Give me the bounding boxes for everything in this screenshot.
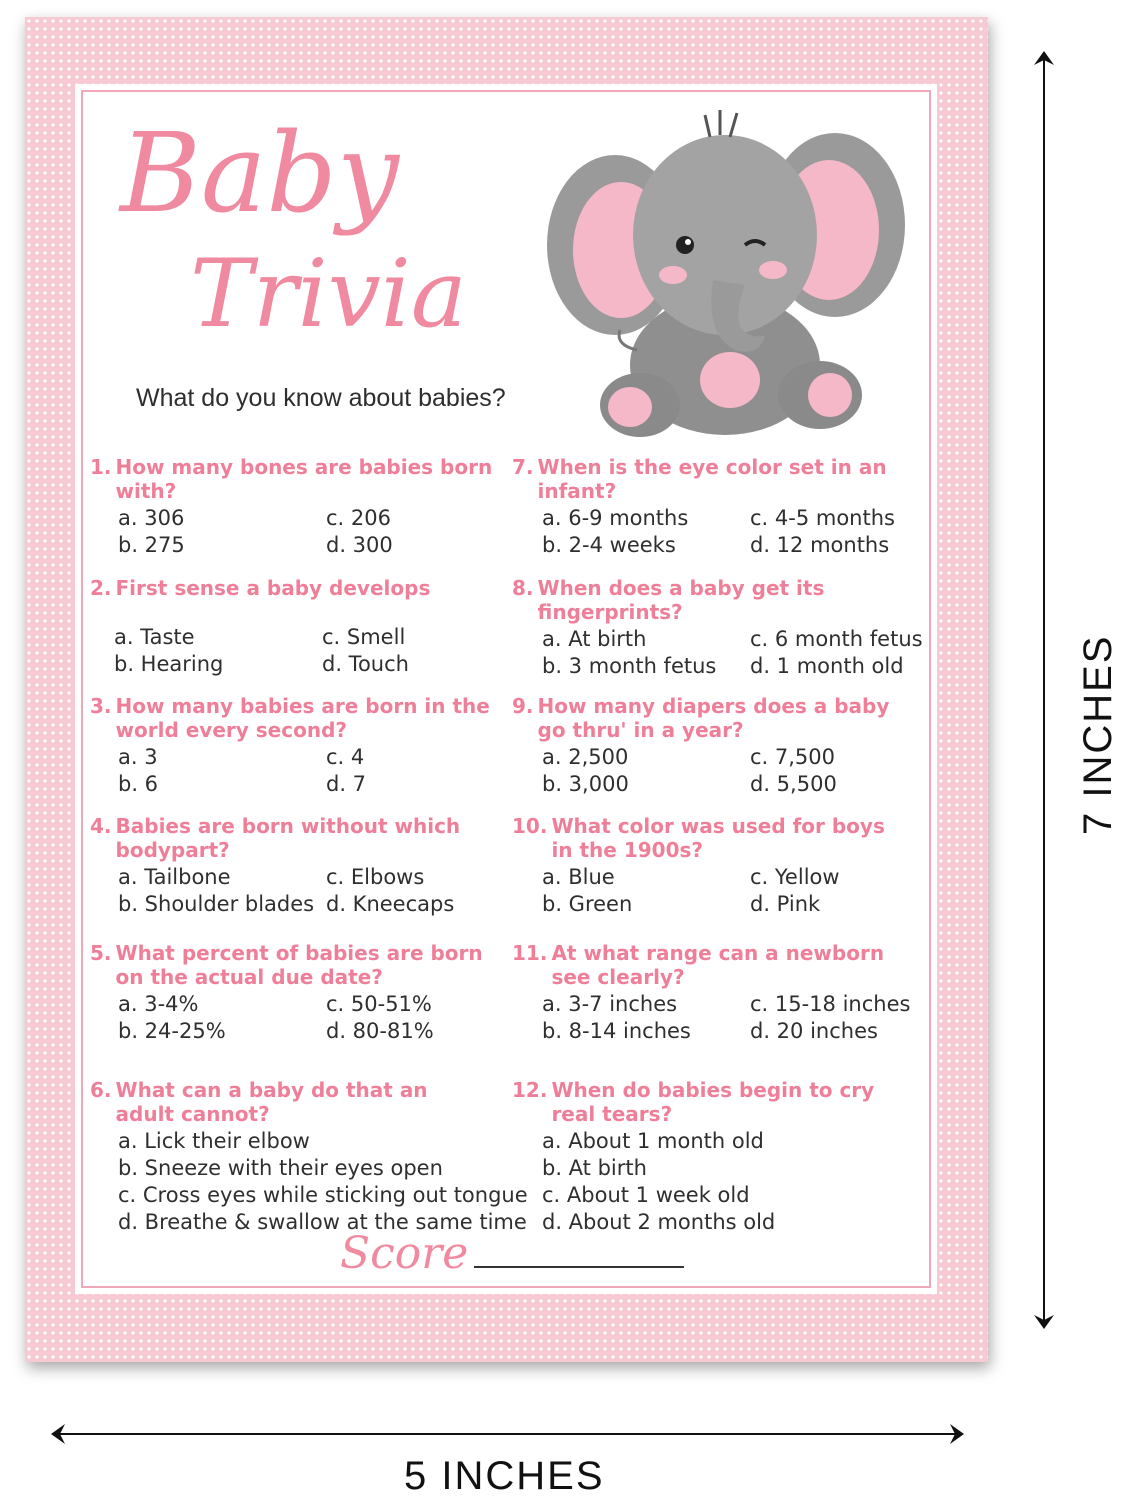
score-line <box>474 1266 684 1268</box>
answer-option: a. 3 <box>118 745 158 769</box>
question-number: 3. <box>90 694 112 718</box>
answer-option: c. Elbows <box>326 865 425 889</box>
answer-option: a. About 1 month old <box>542 1129 764 1153</box>
question-number: 7. <box>512 455 534 479</box>
arrow-left-icon <box>51 1424 65 1444</box>
answer-option: c. 15-18 inches <box>750 992 911 1016</box>
answer-option: d. 80-81% <box>326 1019 434 1043</box>
question-4 <box>90 814 500 918</box>
elephant-illustration <box>545 95 905 450</box>
answer-option: a. Tailbone <box>118 865 231 889</box>
answer-option: c. 4-5 months <box>750 506 895 530</box>
question-8 <box>512 576 922 680</box>
question-number: 6. <box>90 1078 112 1102</box>
answer-option: a. Taste <box>114 625 195 649</box>
width-label: 5 INCHES <box>404 1454 605 1498</box>
answer-option: a. 2,500 <box>542 745 629 769</box>
question-text: How many diapers does a baby go thru' in a year? <box>537 694 890 742</box>
answer-option: c. 6 month fetus <box>750 627 923 651</box>
answer-option: c. Smell <box>322 625 406 649</box>
answer-option: d. Pink <box>750 892 821 916</box>
answer-option: a. Blue <box>542 865 615 889</box>
answer-option: b. 6 <box>118 772 159 796</box>
question-text: What color was used for boys in the 1900s? <box>551 814 885 862</box>
answer-option: b. 2-4 weeks <box>542 533 676 557</box>
answer-option: d. Touch <box>322 652 409 676</box>
question-text: Babies are born without which bodypart? <box>115 814 461 862</box>
answer-option: d. 20 inches <box>750 1019 878 1043</box>
question-11 <box>512 941 922 1045</box>
question-12 <box>512 1078 922 1236</box>
question-text: How many babies are born in the world every second? <box>115 694 490 742</box>
answer-option: c. Cross eyes while sticking out tongue <box>118 1183 528 1207</box>
answer-option: b. At birth <box>542 1156 647 1180</box>
answer-option: d. 7 <box>326 772 367 796</box>
answer-option: b. 275 <box>118 533 185 557</box>
answer-option: a. At birth <box>542 627 647 651</box>
question-text: When does a baby get its fingerprints? <box>537 576 825 624</box>
question-2 <box>90 576 500 678</box>
answer-option: b. Shoulder blades <box>118 892 315 916</box>
question-number: 9. <box>512 694 534 718</box>
question-3 <box>90 694 500 798</box>
question-6 <box>90 1078 530 1236</box>
answer-option: c. 50-51% <box>326 992 432 1016</box>
answer-option: a. 306 <box>118 506 185 530</box>
height-arrow <box>1043 55 1045 1325</box>
question-text: When do babies begin to cry real tears? <box>551 1078 875 1126</box>
question-text: What percent of babies are born on the actual due date? <box>115 941 483 989</box>
question-number: 2. <box>90 576 112 600</box>
question-1 <box>90 455 500 559</box>
question-number: 11. <box>512 941 548 965</box>
answer-option: d. About 2 months old <box>542 1210 776 1234</box>
answer-option: d. Kneecaps <box>326 892 455 916</box>
answer-option: b. 8-14 inches <box>542 1019 691 1043</box>
question-number: 10. <box>512 814 548 838</box>
question-7 <box>512 455 922 559</box>
answer-option: d. Breathe & swallow at the same time <box>118 1210 527 1234</box>
question-9 <box>512 694 922 798</box>
question-number: 8. <box>512 576 534 600</box>
answer-option: c. Yellow <box>750 865 840 889</box>
question-5 <box>90 941 500 1045</box>
question-number: 12. <box>512 1078 548 1102</box>
title-baby: Baby <box>120 109 399 237</box>
answer-option: c. 7,500 <box>750 745 836 769</box>
question-text: First sense a baby develops <box>115 576 431 600</box>
answer-option: b. 3 month fetus <box>542 654 717 678</box>
question-text: How many bones are babies born with? <box>115 455 493 503</box>
question-text: At what range can a newborn see clearly? <box>551 941 885 989</box>
arrow-right-icon <box>950 1424 964 1444</box>
arrow-up-icon <box>1034 51 1054 65</box>
answer-option: c. About 1 week old <box>542 1183 750 1207</box>
question-10 <box>512 814 922 918</box>
question-text: When is the eye color set in an infant? <box>537 455 887 503</box>
question-number: 4. <box>90 814 112 838</box>
height-label: 7 INCHES <box>1076 634 1120 835</box>
answer-option: a. 3-7 inches <box>542 992 678 1016</box>
answer-option: d. 300 <box>326 533 393 557</box>
answer-option: b. Hearing <box>114 652 224 676</box>
answer-option: b. Sneeze with their eyes open <box>118 1156 443 1180</box>
arrow-down-icon <box>1034 1315 1054 1329</box>
answer-option: a. Lick their elbow <box>118 1129 310 1153</box>
subtitle: What do you know about babies? <box>136 384 506 412</box>
question-number: 1. <box>90 455 112 479</box>
answer-option: d. 1 month old <box>750 654 904 678</box>
answer-option: c. 4 <box>326 745 365 769</box>
score-field <box>340 1228 684 1279</box>
title-trivia: Trivia <box>190 240 467 349</box>
answer-option: b. 24-25% <box>118 1019 226 1043</box>
answer-option: d. 12 months <box>750 533 890 557</box>
answer-option: a. 3-4% <box>118 992 199 1016</box>
answer-option: c. 206 <box>326 506 391 530</box>
answer-option: a. 6-9 months <box>542 506 689 530</box>
score-label: Score <box>340 1228 469 1279</box>
width-arrow <box>55 1433 960 1435</box>
answer-option: b. 3,000 <box>542 772 629 796</box>
question-text: What can a baby do that an adult cannot? <box>115 1078 428 1126</box>
answer-option: d. 5,500 <box>750 772 837 796</box>
question-number: 5. <box>90 941 112 965</box>
answer-option: b. Green <box>542 892 633 916</box>
